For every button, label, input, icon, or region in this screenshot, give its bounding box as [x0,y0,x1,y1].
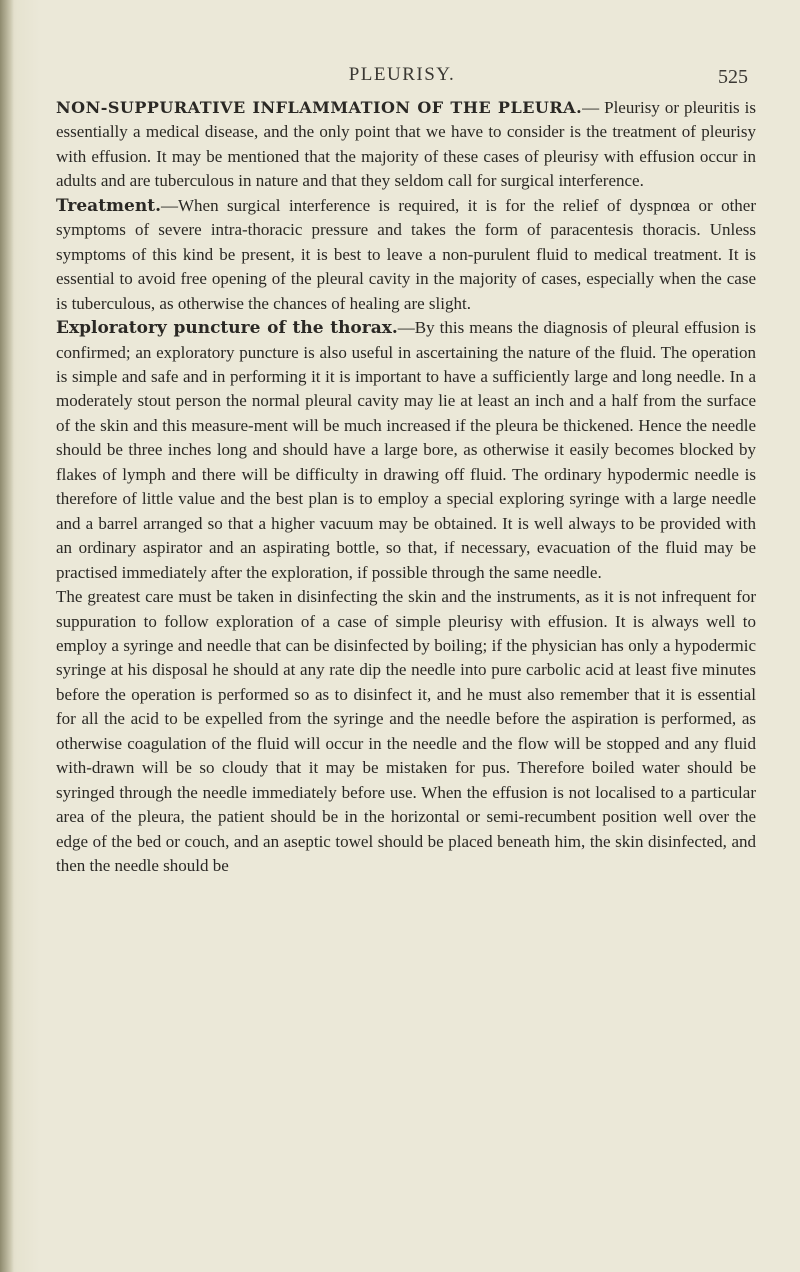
running-title: PLEURISY. [348,64,456,85]
body-text [56,96,756,879]
paragraph-text: — Pleurisy or pleuritis is essentially a medical disease, and the only point that we have to consider is the treatment of pleurisy with effusion. It may be mentioned that the majority of these cases of pleurisy with effusion occur in adults and are tuberculous in nature and that they seldom call for surgical interference. [56,98,756,191]
paragraph-text: —By this means the diagnosis of pleural effusion is confirmed; an exploratory puncture is also useful in ascertaining the nature of the fluid. The operation is simple and safe and in performing it it is important to have a sufficiently large and long needle. In a moderately stout person the normal pleural cavity may lie at least an inch and a half from the surface of the skin and this measure-ment will be much increased if the pleura be thickened. Hence the needle should be three inches long and should have a large bore, as otherwise it easily becomes blocked by flakes of lymph and there will be difficulty in drawing off fluid. The ordinary hypodermic needle is therefore of little value and the best plan is to employ a special exploring syringe with a large needle and a barrel arranged so that a higher vacuum may be obtained. It is well always to be provided with an ordinary aspirator and an aspirating bottle, so that, if necessary, evacuation of the fluid may be practised immediately after the exploration, if possible through the same needle. [56,318,756,582]
paragraph-2 [56,194,756,316]
paragraph-text: The greatest care must be taken in disinfecting the skin and the instruments, as it is not infrequent for suppuration to follow exploration of a case of simple pleurisy with effusion. It is always well to employ a syringe and needle that can be disinfected by boiling; if the physician has only a hypodermic syringe at his disposal he should at any rate dip the needle into pure carbolic acid at least five minutes before the operation is performed so as to disinfect it, and he must also remember that it is essential for all the acid to be expelled from the syringe and the needle before the aspiration is performed, as otherwise coagulation of the fluid will occur in the needle and the flow will be stopped and any fluid with-drawn will be so cloudy that it may be mistaken for pus. Therefore boiled water should be syringed through the needle immediately before use. When the effusion is not localised to a particular area of the pleura, the patient should be in the horizontal or semi-recumbent position well over the edge of the bed or couch, and an aseptic towel should be placed beneath him, the skin disinfected, and then the needle should be [56,587,756,876]
section-heading: NON-SUPPURATIVE INFLAMMATION OF THE PLEURA. [56,98,583,117]
page-number: 525 [718,66,748,88]
paragraph-lead: Treatment. [56,195,161,216]
paragraph-1 [56,96,756,194]
paragraph-text: —When surgical interference is required, it is for the relief of dyspnœa or other symptoms of severe intra-thoracic pressure and takes the form of paracentesis thoracis. Unless symptoms of this kind be present, it is best to leave a non-purulent fluid to medical treatment. It is essential to avoid free opening of the pleural cavity in the majority of cases, especially when the case is tuberculous, as otherwise the chances of healing are slight. [56,195,756,313]
page-gutter-shadow [0,0,14,1272]
paragraph-lead: Exploratory puncture of the thorax. [56,318,398,339]
paragraph-3 [56,316,756,585]
page-header [56,64,748,94]
paragraph-4 [56,585,756,878]
